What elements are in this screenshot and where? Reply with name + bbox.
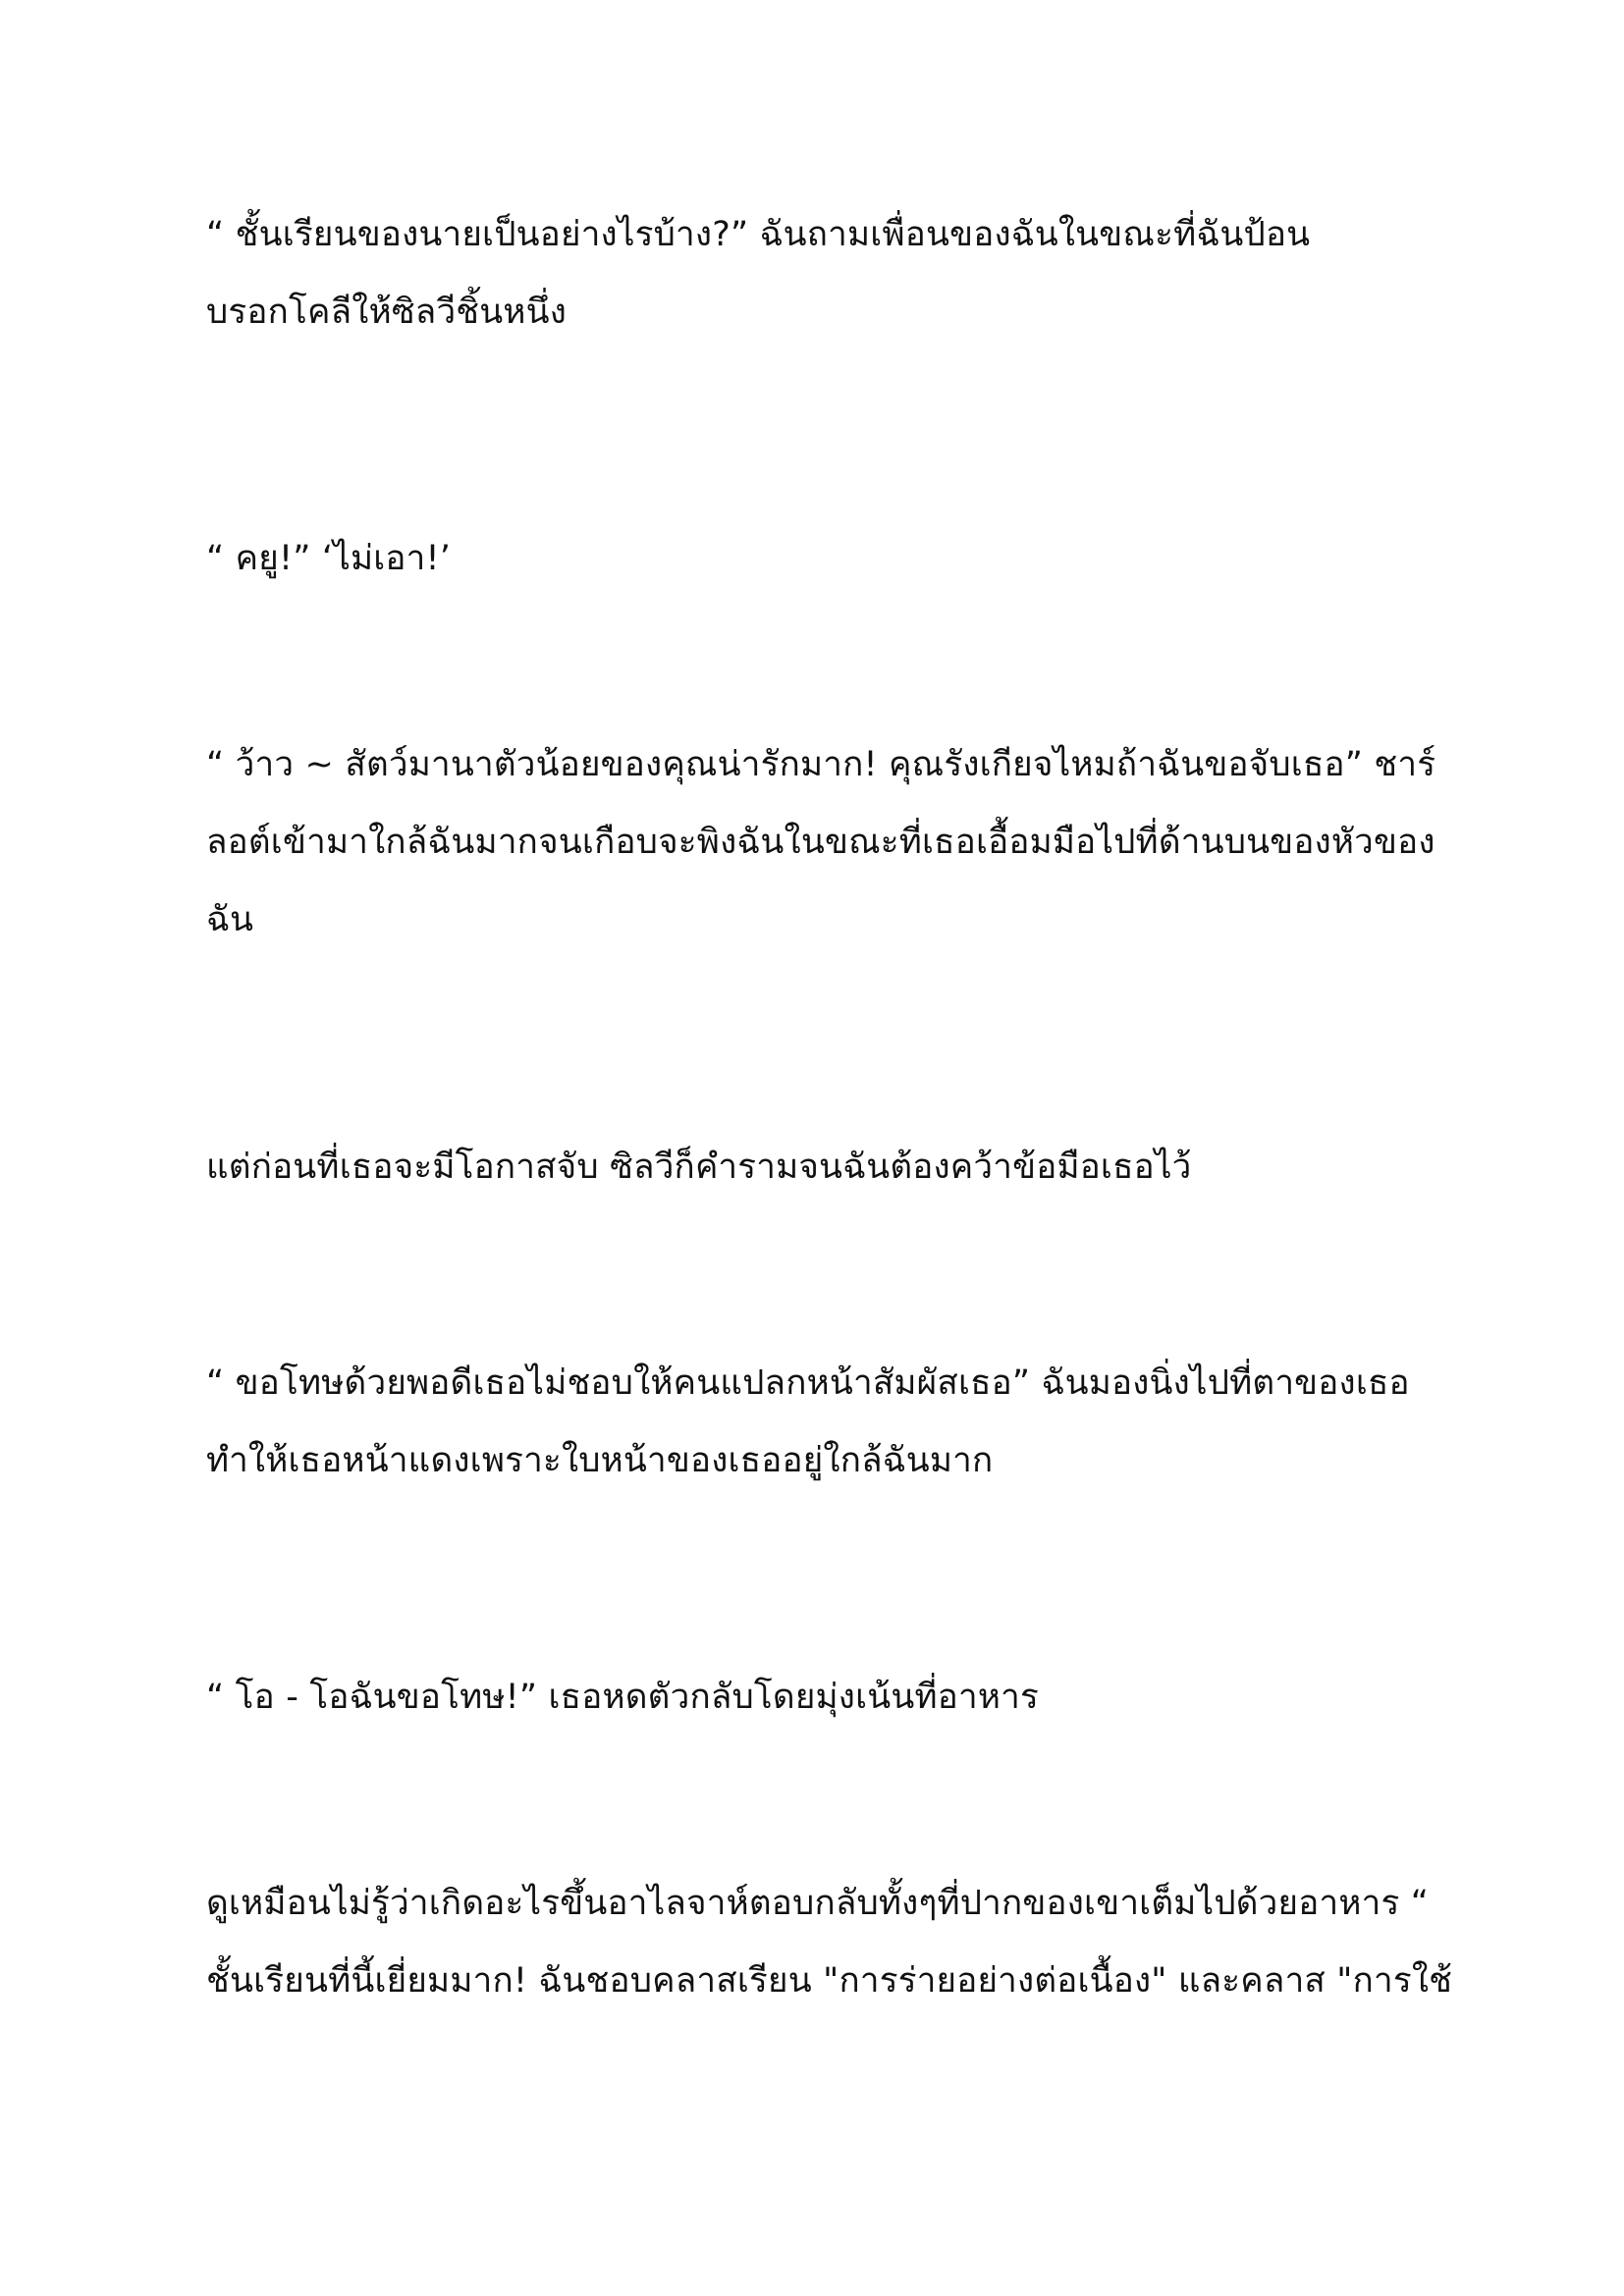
paragraph-4 [206, 1129, 1434, 1206]
paragraph-3 [206, 726, 1434, 959]
text-line: ดูเหมือนไม่รู้ว่าเกิดอะไรขึ้นอาไลจาห์ตอบกลับทั้งๆที่ปากของเขาเต็มไปด้วยอาหาร “ [206, 1884, 1430, 1923]
text-line: บรอกโคลีให้ซิลวีชิ้นหนึ่ง [206, 293, 568, 332]
paragraph-2 [206, 520, 1434, 598]
text-line: “ โอ - โอฉันขอโทษ!” เธอหดตัวกลับโดยมุ่งเน้นที่อาหาร [206, 1678, 1039, 1717]
text-line: ลอต์เข้ามาใกล้ฉันมากจนเกือบจะพิงฉันในขณะที่เธอเอื้อมมือไปที่ด้านบนของหัวของ [206, 823, 1435, 862]
paragraph-1 [206, 196, 1434, 351]
text-line: “ ขอโทษด้วยพอดีเธอไม่ชอบให้คนแปลกหน้าสัมผัสเธอ” ฉันมองนิ่งไปที่ตาของเธอ [206, 1363, 1410, 1403]
text-line: “ ชั้นเรียนของนายเป็นอย่างไรบ้าง?” ฉันถามเพื่อนของฉันในขณะที่ฉันป้อน [206, 215, 1311, 254]
paragraph-7 [206, 1865, 1453, 2020]
paragraph-6 [206, 1659, 1434, 1736]
text-line: แต่ก่อนที่เธอจะมีโอกาสจับ ซิลวีก็คำรามจนฉันต้องคว้าข้อมือเธอไว้ [206, 1148, 1192, 1187]
text-line: ฉัน [206, 900, 254, 939]
paragraph-5 [206, 1345, 1434, 1500]
text-line: “ คยู!” ‘ไม่เอา!’ [206, 539, 452, 578]
text-line: ชั้นเรียนที่นี้เยี่ยมมาก! ฉันชอบคลาสเรียน "การร่ายอย่างต่อเนื้อง" และคลาส "การใช้ [206, 1961, 1453, 2001]
text-line: “ ว้าว ~ สัตว์มานาตัวน้อยของคุณน่ารักมาก! คุณรังเกียจไหมถ้าฉันขอจับเธอ” ชาร์ [206, 745, 1436, 784]
text-line: ทำให้เธอหน้าแดงเพราะใบหน้าของเธออยู่ใกล้ฉันมาก [206, 1441, 994, 1480]
